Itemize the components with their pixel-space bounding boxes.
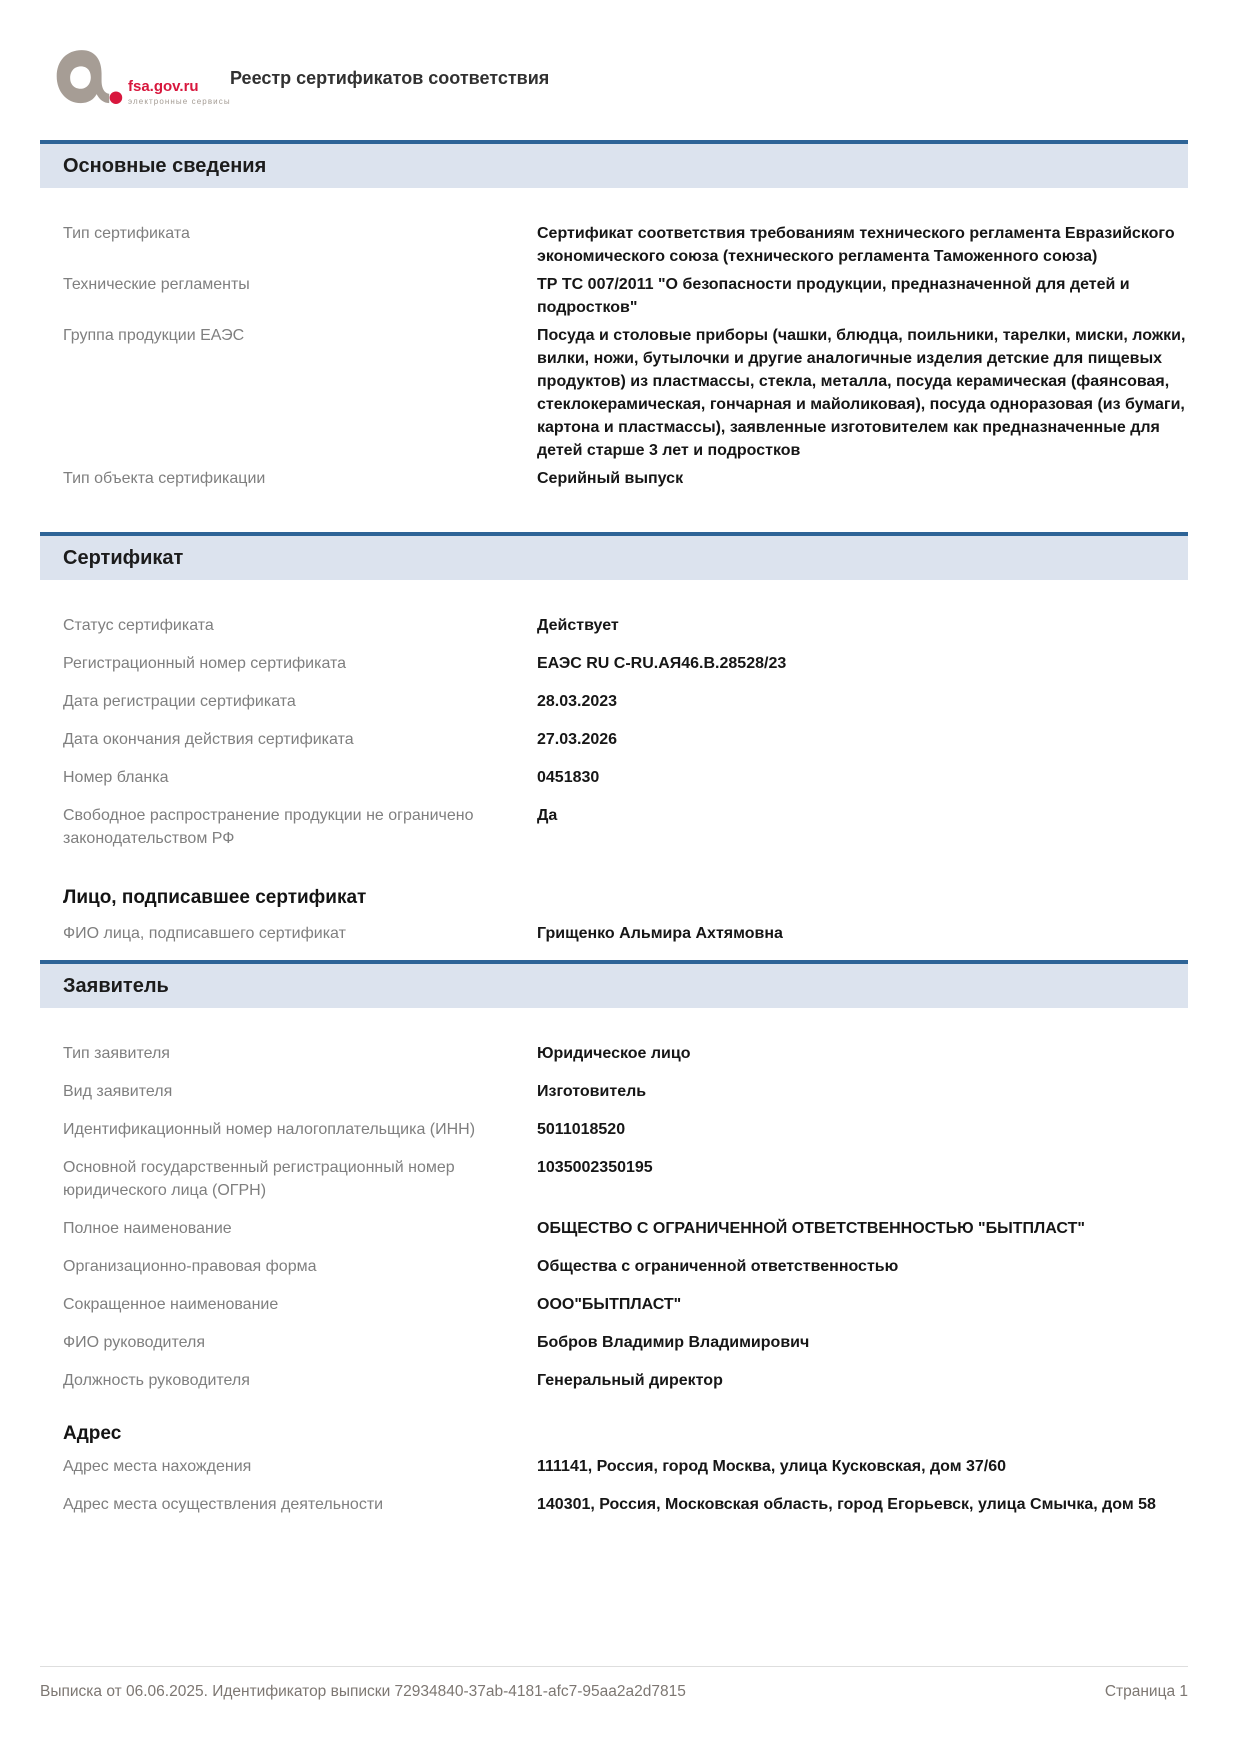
field-value: Сертификат соответствия требованиям технического регламента Евразийского экономического союза (технического регламента Таможенного союза) (537, 225, 1175, 265)
field-label: ФИО лица, подписавшего сертификат (63, 925, 346, 942)
field-label: Идентификационный номер налогоплательщика (ИНН) (63, 1121, 476, 1138)
field-value: Изготовитель (537, 1083, 647, 1100)
fsa-logo-a-icon (54, 48, 124, 108)
field-row (63, 652, 1188, 675)
page-header (40, 45, 1188, 111)
field-label: Номер бланка (63, 769, 169, 786)
field-value: 0451830 (537, 769, 600, 786)
field-value: Серийный выпуск (537, 470, 684, 487)
field-label: Должность руководителя (63, 1372, 250, 1389)
field-label: Регистрационный номер сертификата (63, 655, 347, 672)
field-row (63, 1369, 1188, 1392)
field-value: 27.03.2026 (537, 731, 618, 748)
field-label: Технические регламенты (63, 276, 250, 293)
subsection-title: Адрес (63, 1423, 122, 1444)
field-value: Общества с ограниченной ответственностью (537, 1258, 899, 1275)
field-label: Группа продукции ЕАЭС (63, 327, 245, 344)
field-value: ЕАЭС RU C-RU.АЯ46.В.28528/23 (537, 655, 787, 672)
field-label: Основной государственный регистрационный номер юридического лица (ОГРН) (63, 1159, 455, 1199)
fsa-logo (54, 48, 231, 108)
field-label: Дата окончания действия сертификата (63, 731, 354, 748)
field-row (63, 1293, 1188, 1316)
field-label: Тип заявителя (63, 1045, 170, 1062)
field-label: Дата регистрации сертификата (63, 693, 296, 710)
field-value: Действует (537, 617, 619, 634)
field-row (63, 1156, 1188, 1202)
logo-red-dot-icon (110, 91, 123, 104)
field-row (63, 1331, 1188, 1354)
field-label: Организационно-правовая форма (63, 1258, 317, 1275)
sections (40, 140, 1188, 1516)
field-label: Сокращенное наименование (63, 1296, 279, 1313)
subsection-rows (40, 1455, 1188, 1516)
section-title: Сертификат (63, 547, 184, 569)
field-value: ОБЩЕСТВО С ОГРАНИЧЕННОЙ ОТВЕТСТВЕННОСТЬЮ "БЫТПЛАСТ" (537, 1220, 1085, 1237)
page-footer (40, 1666, 1188, 1701)
section-title: Заявитель (63, 975, 169, 997)
field-row (63, 467, 1188, 490)
field-label: Тип объекта сертификации (63, 470, 266, 487)
field-row (63, 222, 1188, 268)
field-value: Генеральный директор (537, 1372, 723, 1389)
field-value: 5011018520 (537, 1121, 626, 1138)
field-row (63, 766, 1188, 789)
page-number: Страница 1 (1104, 1683, 1188, 1700)
field-label: Адрес места осуществления деятельности (63, 1496, 384, 1513)
field-value: Посуда и столовые приборы (чашки, блюдца, поильники, тарелки, миски, ложки, вилки, ножи, бутылочки и другие аналогичные изделия детские для пищевых продуктов) из пластмассы, стекла, металла, посуда керамическая (фаянсовая, стеклокерамическая, гончарная и майоликовая), посуда одноразовая (из бумаги, картона и пластмассы), заявленные изготовителем как предназначенные для детей старше 3 лет и подростков (537, 327, 1186, 459)
extract-info-text: Выписка от 06.06.2025. Идентификатор выписки 72934840-37ab-4181-afc7-95aa2a2d7815 (40, 1683, 686, 1700)
field-row (63, 324, 1188, 462)
field-value: ТР ТС 007/2011 "О безопасности продукции, предназначенной для детей и подростков" (537, 276, 1130, 316)
section-rows (40, 614, 1188, 850)
section-rows (40, 1042, 1188, 1392)
field-label: Свободное распространение продукции не ограничено законодательством РФ (63, 807, 474, 847)
section-header-band (40, 960, 1188, 1008)
field-row (63, 1042, 1188, 1065)
field-value: 1035002350195 (537, 1159, 653, 1176)
section-applicant (40, 960, 1188, 1516)
field-value: 140301, Россия, Московская область, город Егорьевск, улица Смычка, дом 58 (537, 1496, 1156, 1513)
field-row (63, 1255, 1188, 1278)
field-value: ООО"БЫТПЛАСТ" (537, 1296, 682, 1313)
logo-tagline-text: электронные сервисы (128, 97, 231, 106)
field-row (63, 1455, 1188, 1478)
field-label: Адрес места нахождения (63, 1458, 252, 1475)
field-row (63, 804, 1188, 850)
field-value: 28.03.2023 (537, 693, 618, 710)
field-label: Полное наименование (63, 1220, 232, 1237)
field-value: 111141, Россия, город Москва, улица Кусковская, дом 37/60 (537, 1458, 1007, 1475)
field-row (63, 614, 1188, 637)
section-certificate (40, 532, 1188, 945)
logo-text (128, 79, 231, 108)
field-label: Вид заявителя (63, 1083, 173, 1100)
field-label: Тип сертификата (63, 225, 190, 242)
field-row (63, 1493, 1188, 1516)
section-rows (40, 222, 1188, 490)
field-label: ФИО руководителя (63, 1334, 206, 1351)
section-title: Основные сведения (63, 155, 267, 177)
field-row (63, 273, 1188, 319)
section-header-band (40, 140, 1188, 188)
field-label: Статус сертификата (63, 617, 214, 634)
subsection-rows (40, 922, 1188, 945)
field-row (63, 1080, 1188, 1103)
field-value: Юридическое лицо (537, 1045, 691, 1062)
field-value: Бобров Владимир Владимирович (537, 1334, 810, 1351)
field-row (63, 1217, 1188, 1240)
page-title: Реестр сертификатов соответствия (230, 67, 550, 88)
field-row (63, 1118, 1188, 1141)
field-value: Грищенко Альмира Ахтямовна (537, 925, 783, 942)
field-row (63, 728, 1188, 751)
subsection-title: Лицо, подписавшее сертификат (63, 887, 367, 908)
field-value: Да (537, 807, 558, 824)
section-header-band (40, 532, 1188, 580)
field-row (63, 690, 1188, 713)
field-row (63, 922, 1188, 945)
section-main-info (40, 140, 1188, 490)
logo-domain-text: fsa.gov.ru (128, 78, 199, 95)
